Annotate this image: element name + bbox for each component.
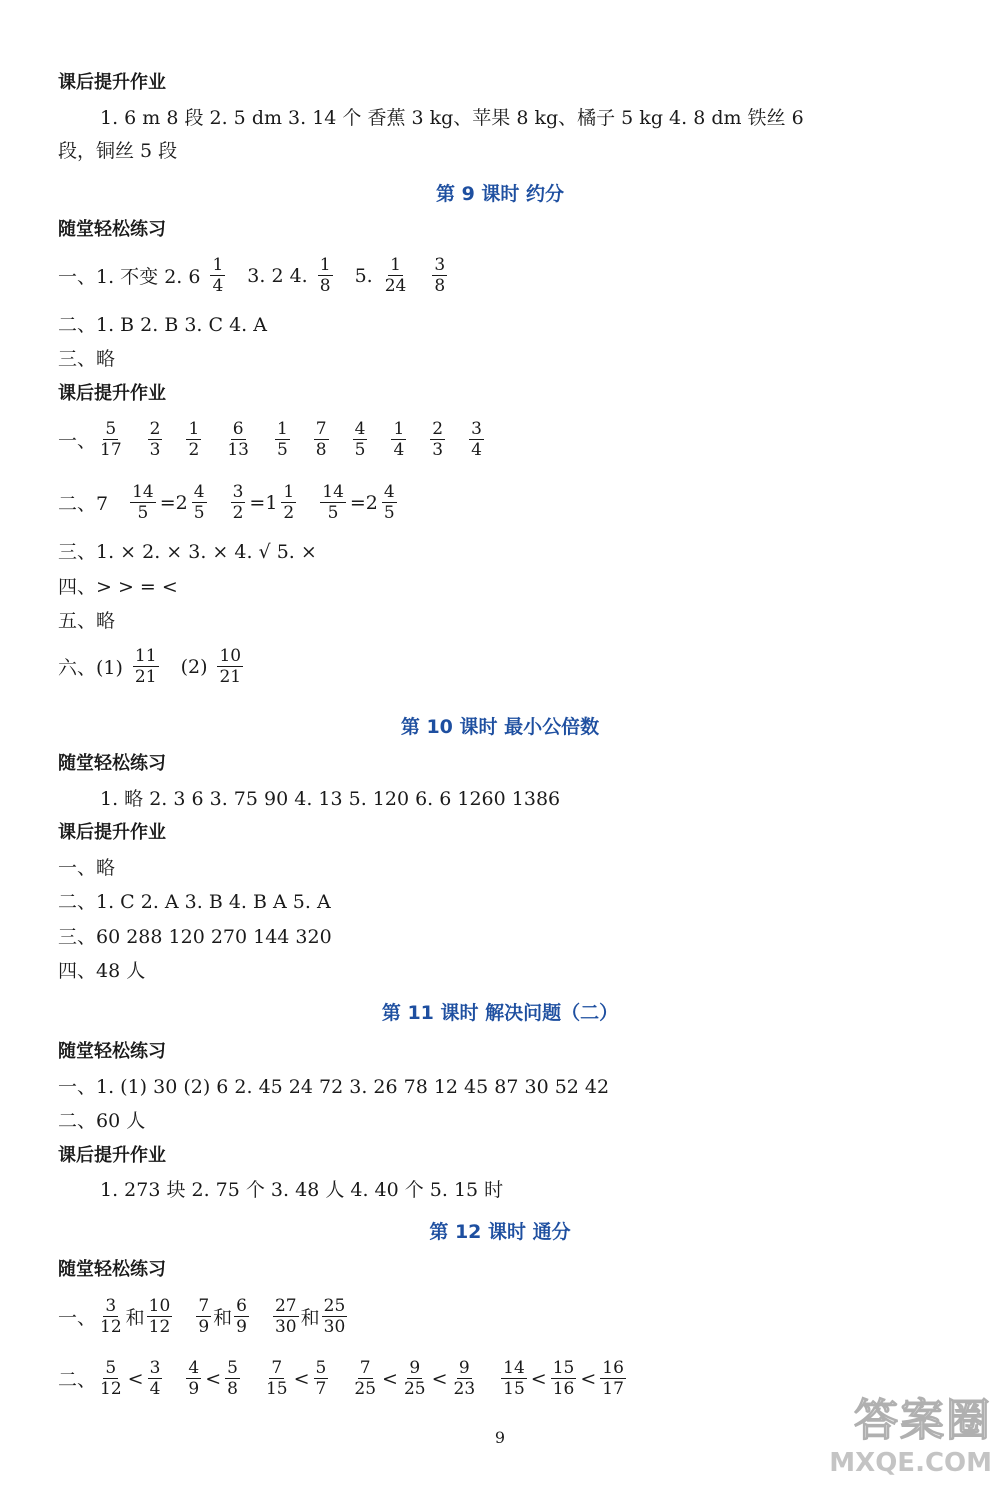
fraction — [186, 419, 201, 460]
lesson-9-row-5 — [58, 482, 399, 523]
denominator: 8 — [315, 440, 327, 460]
fraction — [314, 1358, 329, 1399]
numerator: 7 — [271, 1358, 283, 1378]
denominator: 24 — [384, 276, 407, 296]
denominator: 3 — [149, 440, 161, 460]
fraction — [196, 1296, 211, 1337]
denominator: 3 — [432, 440, 444, 460]
fraction — [273, 1296, 299, 1337]
numerator: 9 — [409, 1358, 421, 1378]
lesson-10-practice-heading: 随堂轻松练习 — [58, 753, 166, 774]
row-text: 六、(1) — [58, 657, 123, 679]
numerator: 6 — [236, 1296, 247, 1316]
lesson-9-title: 第 9 课时 约分 — [435, 183, 565, 205]
lesson-12-title: 第 12 课时 通分 — [429, 1221, 571, 1243]
lesson-9-row-4 — [58, 419, 486, 460]
fraction — [148, 419, 163, 460]
watermark-logo — [829, 1384, 992, 1478]
row-text: 二、 — [58, 1369, 97, 1391]
numerator: 14 — [322, 482, 344, 502]
row-text: 一、 — [58, 430, 97, 452]
fraction — [432, 255, 447, 296]
row-text: < — [382, 1367, 398, 1390]
denominator: 21 — [219, 667, 242, 687]
lesson-9-row-2: 二、1. B 2. B 3. C 4. A — [58, 314, 267, 336]
fraction — [264, 1358, 290, 1399]
denominator: 13 — [227, 440, 249, 460]
fraction — [98, 1358, 124, 1399]
denominator: 5 — [383, 503, 395, 523]
numerator: 5 — [227, 1358, 238, 1378]
fraction — [234, 1296, 249, 1337]
lesson-9-row-6: 三、1. × 2. × 3. × 4. √ 5. × — [58, 541, 317, 563]
lesson-10-row-3: 二、1. C 2. A 3. B 4. B A 5. A — [58, 891, 331, 913]
fraction — [225, 419, 251, 460]
denominator: 8 — [227, 1379, 238, 1399]
numerator: 27 — [274, 1296, 297, 1316]
row-text: 5. — [354, 264, 373, 287]
row-text: < — [530, 1367, 547, 1390]
lesson-10-row-2: 一、略 — [58, 857, 116, 879]
lesson-9-homework-heading: 课后提升作业 — [58, 383, 166, 404]
row-text: 3. 2 4. — [247, 264, 308, 287]
fraction — [322, 1296, 348, 1337]
denominator: 21 — [134, 667, 157, 687]
fraction — [147, 1296, 173, 1337]
fraction — [231, 482, 246, 523]
numerator: 1 — [188, 419, 200, 439]
denominator: 2 — [232, 503, 244, 523]
denominator: 12 — [100, 1317, 122, 1337]
fraction — [469, 419, 484, 460]
row-text: 二、7 — [58, 493, 109, 515]
fraction — [130, 482, 156, 523]
fraction — [148, 1358, 163, 1399]
row-text: 和 — [125, 1307, 145, 1329]
lesson-9-row-9 — [58, 646, 245, 687]
lesson-12-row-1 — [58, 1296, 349, 1337]
denominator: 15 — [265, 1379, 288, 1399]
numerator: 4 — [193, 482, 205, 502]
denominator: 15 — [503, 1379, 525, 1399]
denominator: 25 — [354, 1379, 377, 1399]
denominator: 4 — [212, 276, 224, 296]
numerator: 4 — [383, 482, 395, 502]
lesson-10-title: 第 10 课时 最小公倍数 — [400, 716, 600, 738]
fraction — [501, 1358, 527, 1399]
fraction — [210, 255, 225, 296]
denominator: 4 — [149, 1379, 161, 1399]
denominator: 9 — [236, 1317, 247, 1337]
lesson-10-row-5: 四、48 人 — [58, 960, 146, 982]
lesson-12-row-2 — [58, 1358, 628, 1399]
watermark-url: MXQE.COM — [829, 1448, 992, 1478]
numerator: 16 — [602, 1358, 624, 1378]
lesson-9-row-3: 三、略 — [58, 348, 116, 370]
row-text: 和 — [213, 1307, 233, 1329]
fraction — [318, 255, 333, 296]
top-answer-line-2: 段，铜丝 5 段 — [58, 140, 178, 162]
numerator: 2 — [432, 419, 444, 439]
fraction — [186, 1358, 201, 1399]
fraction — [353, 419, 368, 460]
numerator: 1 — [319, 255, 331, 275]
row-text: 一、 — [58, 1307, 97, 1329]
lesson-9-practice-heading: 随堂轻松练习 — [58, 219, 166, 240]
denominator: 16 — [552, 1379, 575, 1399]
numerator: 3 — [434, 255, 446, 275]
denominator: 30 — [274, 1317, 297, 1337]
lesson-11-practice-heading: 随堂轻松练习 — [58, 1041, 166, 1062]
fraction — [391, 419, 406, 460]
numerator: 3 — [149, 1358, 161, 1378]
numerator: 6 — [232, 419, 244, 439]
fraction — [383, 255, 409, 296]
numerator: 15 — [552, 1358, 575, 1378]
numerator: 7 — [359, 1358, 371, 1378]
row-text: < — [580, 1367, 597, 1390]
denominator: 9 — [188, 1379, 200, 1399]
denominator: 5 — [354, 440, 366, 460]
numerator: 2 — [149, 419, 161, 439]
numerator: 1 — [393, 419, 405, 439]
numerator: 25 — [323, 1296, 346, 1316]
fraction — [430, 419, 445, 460]
fraction — [98, 419, 124, 460]
row-text: =1 — [249, 491, 278, 514]
row-text: < — [293, 1367, 310, 1390]
numerator: 9 — [458, 1358, 470, 1378]
denominator: 8 — [434, 276, 446, 296]
fraction — [133, 646, 159, 687]
row-text: < — [431, 1367, 448, 1390]
numerator: 5 — [105, 1358, 117, 1378]
numerator: 3 — [471, 419, 482, 439]
denominator: 8 — [319, 276, 331, 296]
lesson-11-title: 第 11 课时 解决问题（二） — [381, 1002, 619, 1024]
numerator: 3 — [232, 482, 244, 502]
denominator: 7 — [315, 1379, 327, 1399]
numerator: 1 — [283, 482, 295, 502]
watermark-logo-text: 答案圈 — [854, 1395, 992, 1446]
fraction — [352, 1358, 378, 1399]
fraction — [600, 1358, 626, 1399]
numerator: 14 — [503, 1358, 525, 1378]
denominator: 9 — [198, 1317, 210, 1337]
lesson-10-row-1: 1. 略 2. 3 6 3. 75 90 4. 13 5. 120 6. 6 1260 1386 — [100, 788, 561, 810]
denominator: 25 — [403, 1379, 426, 1399]
denominator: 30 — [323, 1317, 346, 1337]
denominator: 23 — [453, 1379, 476, 1399]
lesson-10-homework-heading: 课后提升作业 — [58, 822, 166, 843]
fraction — [402, 1358, 428, 1399]
denominator: 5 — [327, 503, 339, 523]
numerator: 14 — [132, 482, 154, 502]
page-number: 9 — [494, 1428, 506, 1447]
denominator: 5 — [276, 440, 288, 460]
fraction — [225, 1358, 240, 1399]
fraction — [452, 1358, 478, 1399]
denominator: 17 — [100, 440, 122, 460]
numerator: 1 — [276, 419, 288, 439]
lesson-11-row-2: 二、60 人 — [58, 1110, 146, 1132]
numerator: 7 — [315, 419, 327, 439]
lesson-11-row-1: 一、1. (1) 30 (2) 6 2. 45 24 72 3. 26 78 12 45 87 30 52 42 — [58, 1076, 610, 1098]
numerator: 3 — [105, 1296, 117, 1316]
lesson-11-homework-heading: 课后提升作业 — [58, 1145, 166, 1166]
fraction — [281, 482, 296, 523]
row-text: =2 — [349, 491, 378, 514]
lesson-9-row-1 — [58, 255, 449, 296]
denominator: 5 — [193, 503, 205, 523]
numerator: 10 — [219, 646, 242, 666]
denominator: 4 — [471, 440, 482, 460]
top-answer-line-1: 1. 6 m 8 段 2. 5 dm 3. 14 个 香蕉 3 kg、苹果 8 kg、橘子 5 kg 4. 8 dm 铁丝 6 — [100, 107, 804, 129]
numerator: 4 — [188, 1358, 200, 1378]
row-text: =2 — [159, 491, 188, 514]
row-text: < — [127, 1367, 144, 1390]
row-text: (2) — [180, 655, 208, 678]
lesson-9-row-8: 五、略 — [58, 610, 116, 632]
fraction — [98, 1296, 124, 1337]
lesson-11-row-3: 1. 273 块 2. 75 个 3. 48 人 4. 40 个 5. 15 时 — [100, 1179, 504, 1201]
numerator: 5 — [315, 1358, 327, 1378]
fraction — [217, 646, 243, 687]
fraction — [275, 419, 290, 460]
fraction — [551, 1358, 577, 1399]
lesson-10-row-4: 三、60 288 120 270 144 320 — [58, 926, 332, 948]
numerator: 11 — [134, 646, 157, 666]
numerator: 1 — [390, 255, 401, 275]
fraction — [314, 419, 329, 460]
denominator: 12 — [148, 1317, 171, 1337]
lesson-9-row-7: 四、> > = < — [58, 576, 178, 598]
row-text: 一、1. 不变 2. 6 — [58, 266, 201, 288]
fraction — [192, 482, 207, 523]
numerator: 10 — [148, 1296, 171, 1316]
top-homework-heading: 课后提升作业 — [58, 72, 166, 93]
denominator: 2 — [283, 503, 295, 523]
numerator: 5 — [105, 419, 117, 439]
fraction — [320, 482, 346, 523]
row-text: 和 — [300, 1307, 320, 1329]
fraction — [382, 482, 397, 523]
denominator: 12 — [100, 1379, 122, 1399]
denominator: 5 — [137, 503, 149, 523]
denominator: 17 — [602, 1379, 624, 1399]
numerator: 7 — [198, 1296, 210, 1316]
numerator: 1 — [212, 255, 224, 275]
row-text: < — [205, 1367, 222, 1390]
lesson-12-practice-heading: 随堂轻松练习 — [58, 1259, 166, 1280]
numerator: 4 — [354, 419, 366, 439]
denominator: 4 — [393, 440, 405, 460]
denominator: 2 — [188, 440, 200, 460]
